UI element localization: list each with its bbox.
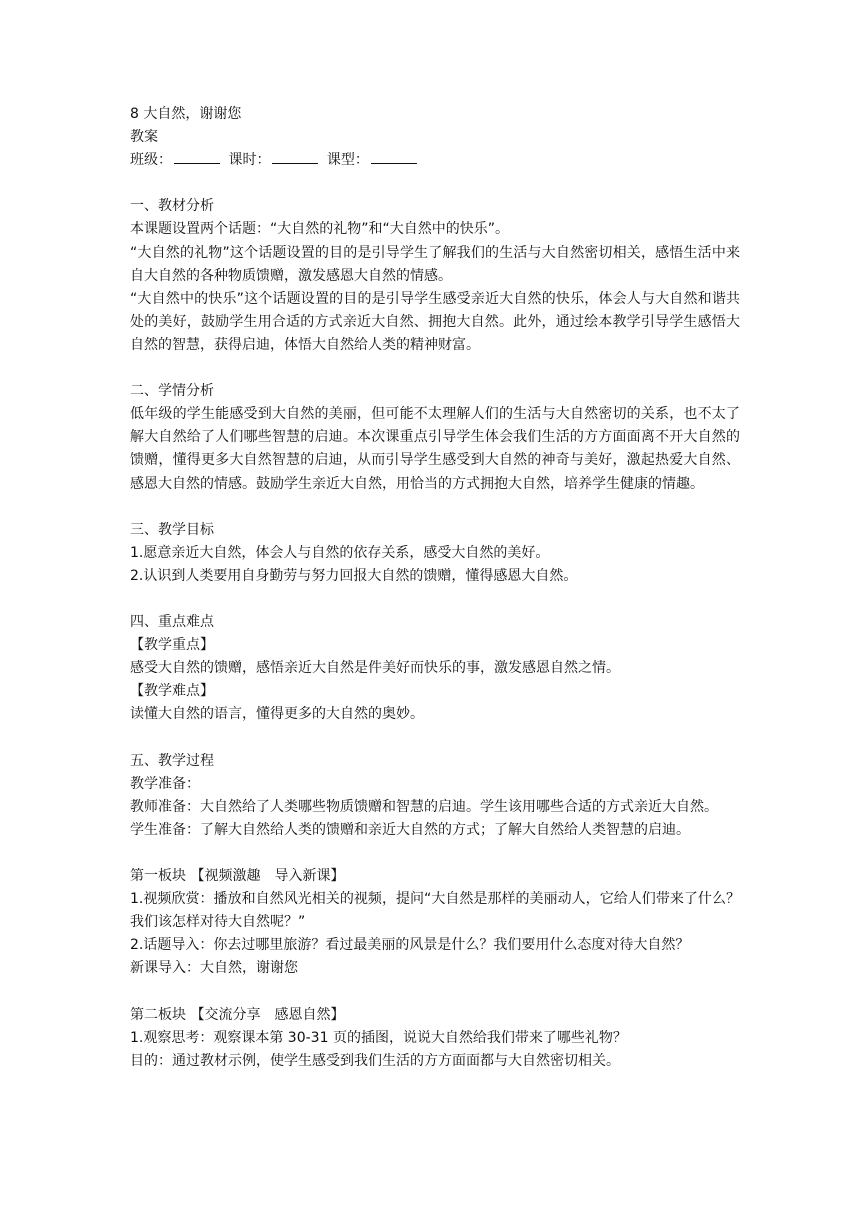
section-heading: 四、重点难点 [130,614,214,631]
paragraph: 读懂大自然的语言，懂得更多的大自然的奥妙。 [130,706,424,723]
class-label: 班级： [130,152,172,169]
paragraph: 1.视频欣赏：播放和自然风光相关的视频，提问“大自然是那样的美丽动人，它给人们带来了什么？我们该怎样对待大自然呢？” [130,891,740,931]
sub-label: 【教学难点】 [130,683,214,700]
paragraph: 教学准备： [130,775,200,792]
hours-label: 课时： [228,152,271,169]
paragraph: 目的：通过教材示例，使学生感受到我们生活的方方面面都与大自然密切相关。 [130,1052,620,1069]
doc-fields-line [130,149,740,172]
paragraph: 2.话题导入：你去过哪里旅游？看过最美丽的风景是什么？我们要用什么态度对待大自然？ [130,937,690,954]
section-heading: 二、学情分析 [130,383,214,400]
type-blank [371,149,417,164]
doc-subtitle: 教案 [130,129,158,146]
hours-blank [272,149,318,164]
type-label: 课型： [326,152,369,169]
paragraph: 本课题设置两个话题：“大自然的礼物”和“大自然中的快乐”。 [130,221,510,238]
paragraph: “大自然的礼物”这个话题设置的目的是引导学生了解我们的生活与大自然密切相关，感悟生活中来自大自然的各种物质馈赠，激发感恩大自然的情感。 [130,244,740,284]
paragraph: 感受大自然的馈赠，感悟亲近大自然是件美好而快乐的事，激发感恩自然之情。 [130,660,620,677]
class-blank [174,149,220,164]
paragraph: 1.观察思考：观察课本第 30-31 页的插图，说说大自然给我们带来了哪些礼物？ [130,1029,627,1046]
paragraph: 1.愿意亲近大自然，体会人与自然的依存关系，感受大自然的美好。 [130,544,550,561]
paragraph: 2.认识到人类要用自身勤劳与努力回报大自然的馈赠，懂得感恩大自然。 [130,567,578,584]
section-heading: 一、教材分析 [130,198,214,215]
doc-title: 8 大自然，谢谢您 [130,106,242,122]
paragraph: “大自然中的快乐”这个话题设置的目的是引导学生感受亲近大自然的快乐，体会人与大自然和谐共处的美好，鼓励学生用合适的方式亲近大自然、拥抱大自然。此外，通过绘本教学引导学生感悟大自然的智慧，获得启迪，体悟大自然给人类的精神财富。 [130,290,740,353]
paragraph: 新课导入：大自然，谢谢您 [130,960,298,977]
section-heading: 五、教学过程 [130,752,214,769]
paragraph: 学生准备：了解大自然给人类的馈赠和亲近大自然的方式；了解大自然给人类智慧的启迪。 [130,821,690,838]
block-heading: 第二板块 【交流分享 感恩自然】 [130,1006,345,1023]
document-body [130,103,740,1073]
paragraph: 教师准备：大自然给了人类哪些物质馈赠和智慧的启迪。学生该用哪些合适的方式亲近大自然。 [130,798,718,815]
paragraph: 低年级的学生能感受到大自然的美丽，但可能不太理解人们的生活与大自然密切的关系，也不太了解大自然给了人们哪些智慧的启迪。本次课重点引导学生体会我们生活的方方面面离不开大自然的馈赠，懂得更多大自然智慧的启迪，从而引导学生感受到大自然的神奇与美好，激起热爱大自然、感恩大自然的情感。鼓励学生亲近大自然，用恰当的方式拥抱大自然，培养学生健康的情趣。 [130,406,740,492]
section-heading: 三、教学目标 [130,521,214,538]
sub-label: 【教学重点】 [130,637,214,654]
block-heading: 第一板块 【视频激趣 导入新课】 [130,868,345,885]
